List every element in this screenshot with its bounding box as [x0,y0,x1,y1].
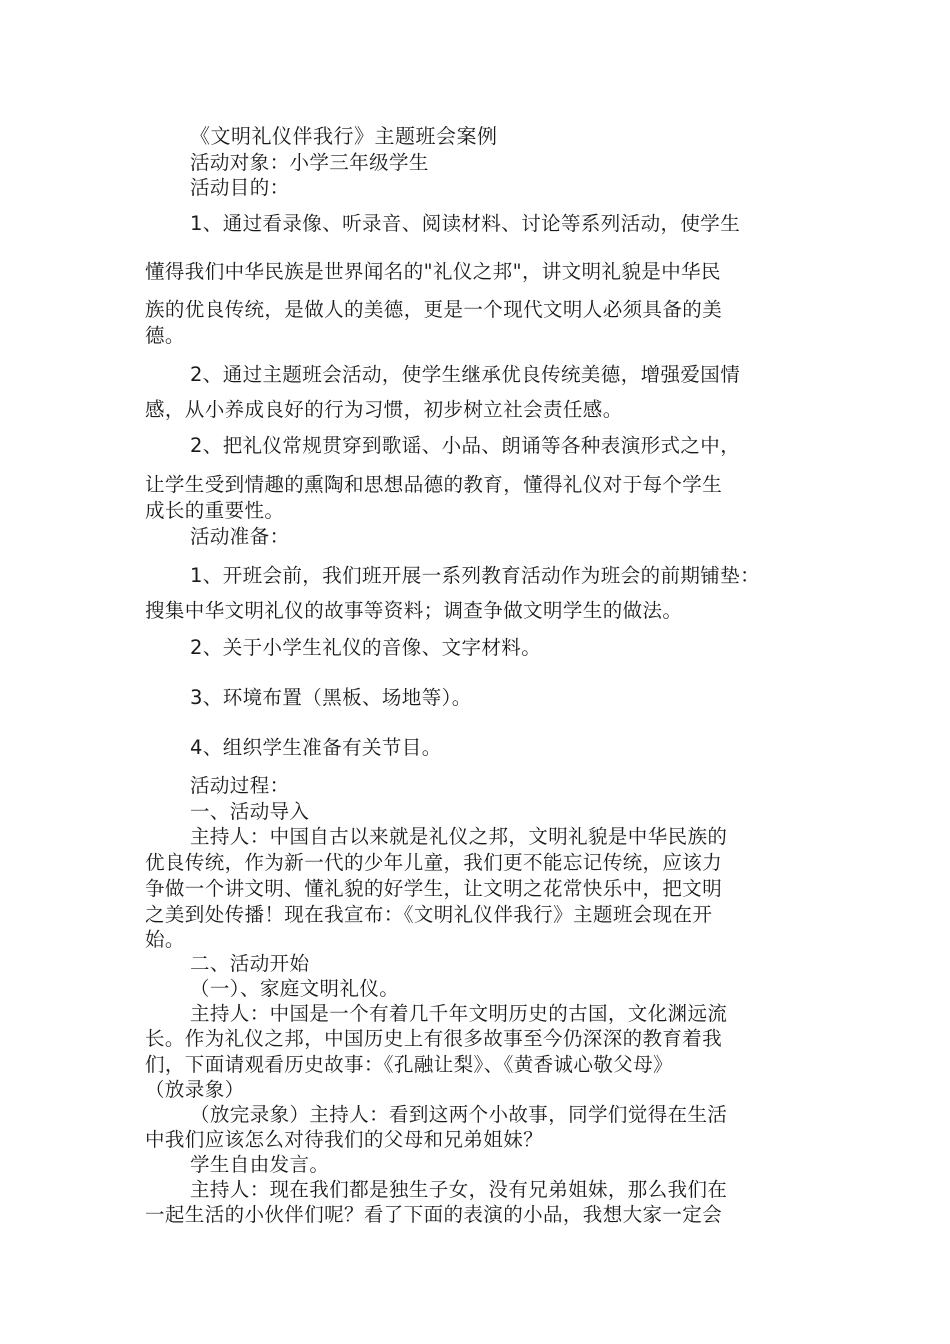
host-intro-line-1: 主持人：中国自古以来就是礼仪之邦，文明礼貌是中华民族的 [190,825,728,848]
host-history-line-1: 主持人：中国是一个有着几千年文明历史的古国，文化渊远流 [190,1002,728,1025]
host-intro-line-5: 始。 [145,928,185,951]
host-intro-line-3: 争做一个讲文明、懂礼貌的好学生，让文明之花常快乐中，把文明 [145,877,723,900]
subsection-1-heading: （一）、家庭文明礼仪。 [190,977,400,1000]
subject-line: 活动对象：小学三年级学生 [190,151,429,174]
prep-2: 2、关于小学生礼仪的音像、文字材料。 [190,636,542,659]
section-2-heading: 二、活动开始 [190,952,310,975]
prep-1-line-1: 1、开班会前，我们班开展一系列教育活动作为班会的前期铺垫： [190,564,761,587]
host-history-line-2: 长。作为礼仪之邦，中国历史上有很多故事至今仍深深的教育着我 [145,1027,723,1050]
host-intro-line-4: 之美到处传播！现在我宣布：《文明礼仪伴我行》主题班会现在开 [145,903,713,926]
prep-3: 3、环境布置（黑板、场地等）。 [190,686,472,709]
prep-1-line-2: 搜集中华文明礼仪的故事等资料；调查争做文明学生的做法。 [145,599,683,622]
prep-heading: 活动准备： [190,525,290,548]
free-speech: 学生自由发言。 [190,1153,330,1176]
purpose-1-line-1: 1、通过看录像、听录音、阅读材料、讨论等系列活动，使学生 [190,212,741,235]
purpose-2-line-1: 2、通过主题班会活动，使学生继承优良传统美德，增强爱国情 [190,363,741,386]
purpose-3-line-3: 成长的重要性。 [145,499,285,522]
after-video-line-2: 中我们应该怎么对待我们的父母和兄弟姐妹？ [145,1128,544,1151]
host-partners-line-2: 一起生活的小伙伴们呢？看了下面的表演的小品，我想大家一定会 [145,1203,723,1226]
host-history-line-4: （放录象） [145,1078,245,1101]
process-heading: 活动过程： [190,774,290,797]
host-intro-line-2: 优良传统，作为新一代的少年儿童，我们更不能忘记传统，应该力 [145,851,723,874]
purpose-1-line-4: 德。 [145,324,185,347]
purpose-3-line-2: 让学生受到情趣的熏陶和思想品德的教育，懂得礼仪对于每个学生 [145,473,723,496]
section-1-heading: 一、活动导入 [190,800,310,823]
purpose-1-line-3: 族的优良传统，是做人的美德，更是一个现代文明人必须具备的美 [145,298,723,321]
host-history-line-3: 们，下面请观看历史故事：《孔融让梨》、《黄香诚心敬父母》 [145,1053,673,1076]
purpose-heading: 活动目的： [190,176,290,199]
host-partners-line-1: 主持人：现在我们都是独生子女，没有兄弟姐妹，那么我们在 [190,1178,728,1201]
document-title: 《文明礼仪伴我行》主题班会案例 [190,124,498,148]
prep-4: 4、组织学生准备有关节目。 [190,736,442,759]
after-video-line-1: （放完录象）主持人：看到这两个小故事，同学们觉得在生活 [190,1103,728,1126]
purpose-3-line-1: 2、把礼仪常规贯穿到歌谣、小品、朗诵等各种表演形式之中， [190,434,741,457]
purpose-1-line-2: 懂得我们中华民族是世界闻名的"礼仪之邦"，讲文明礼貌是中华民 [145,260,721,283]
purpose-2-line-2: 感，从小养成良好的行为习惯，初步树立社会责任感。 [145,398,623,421]
